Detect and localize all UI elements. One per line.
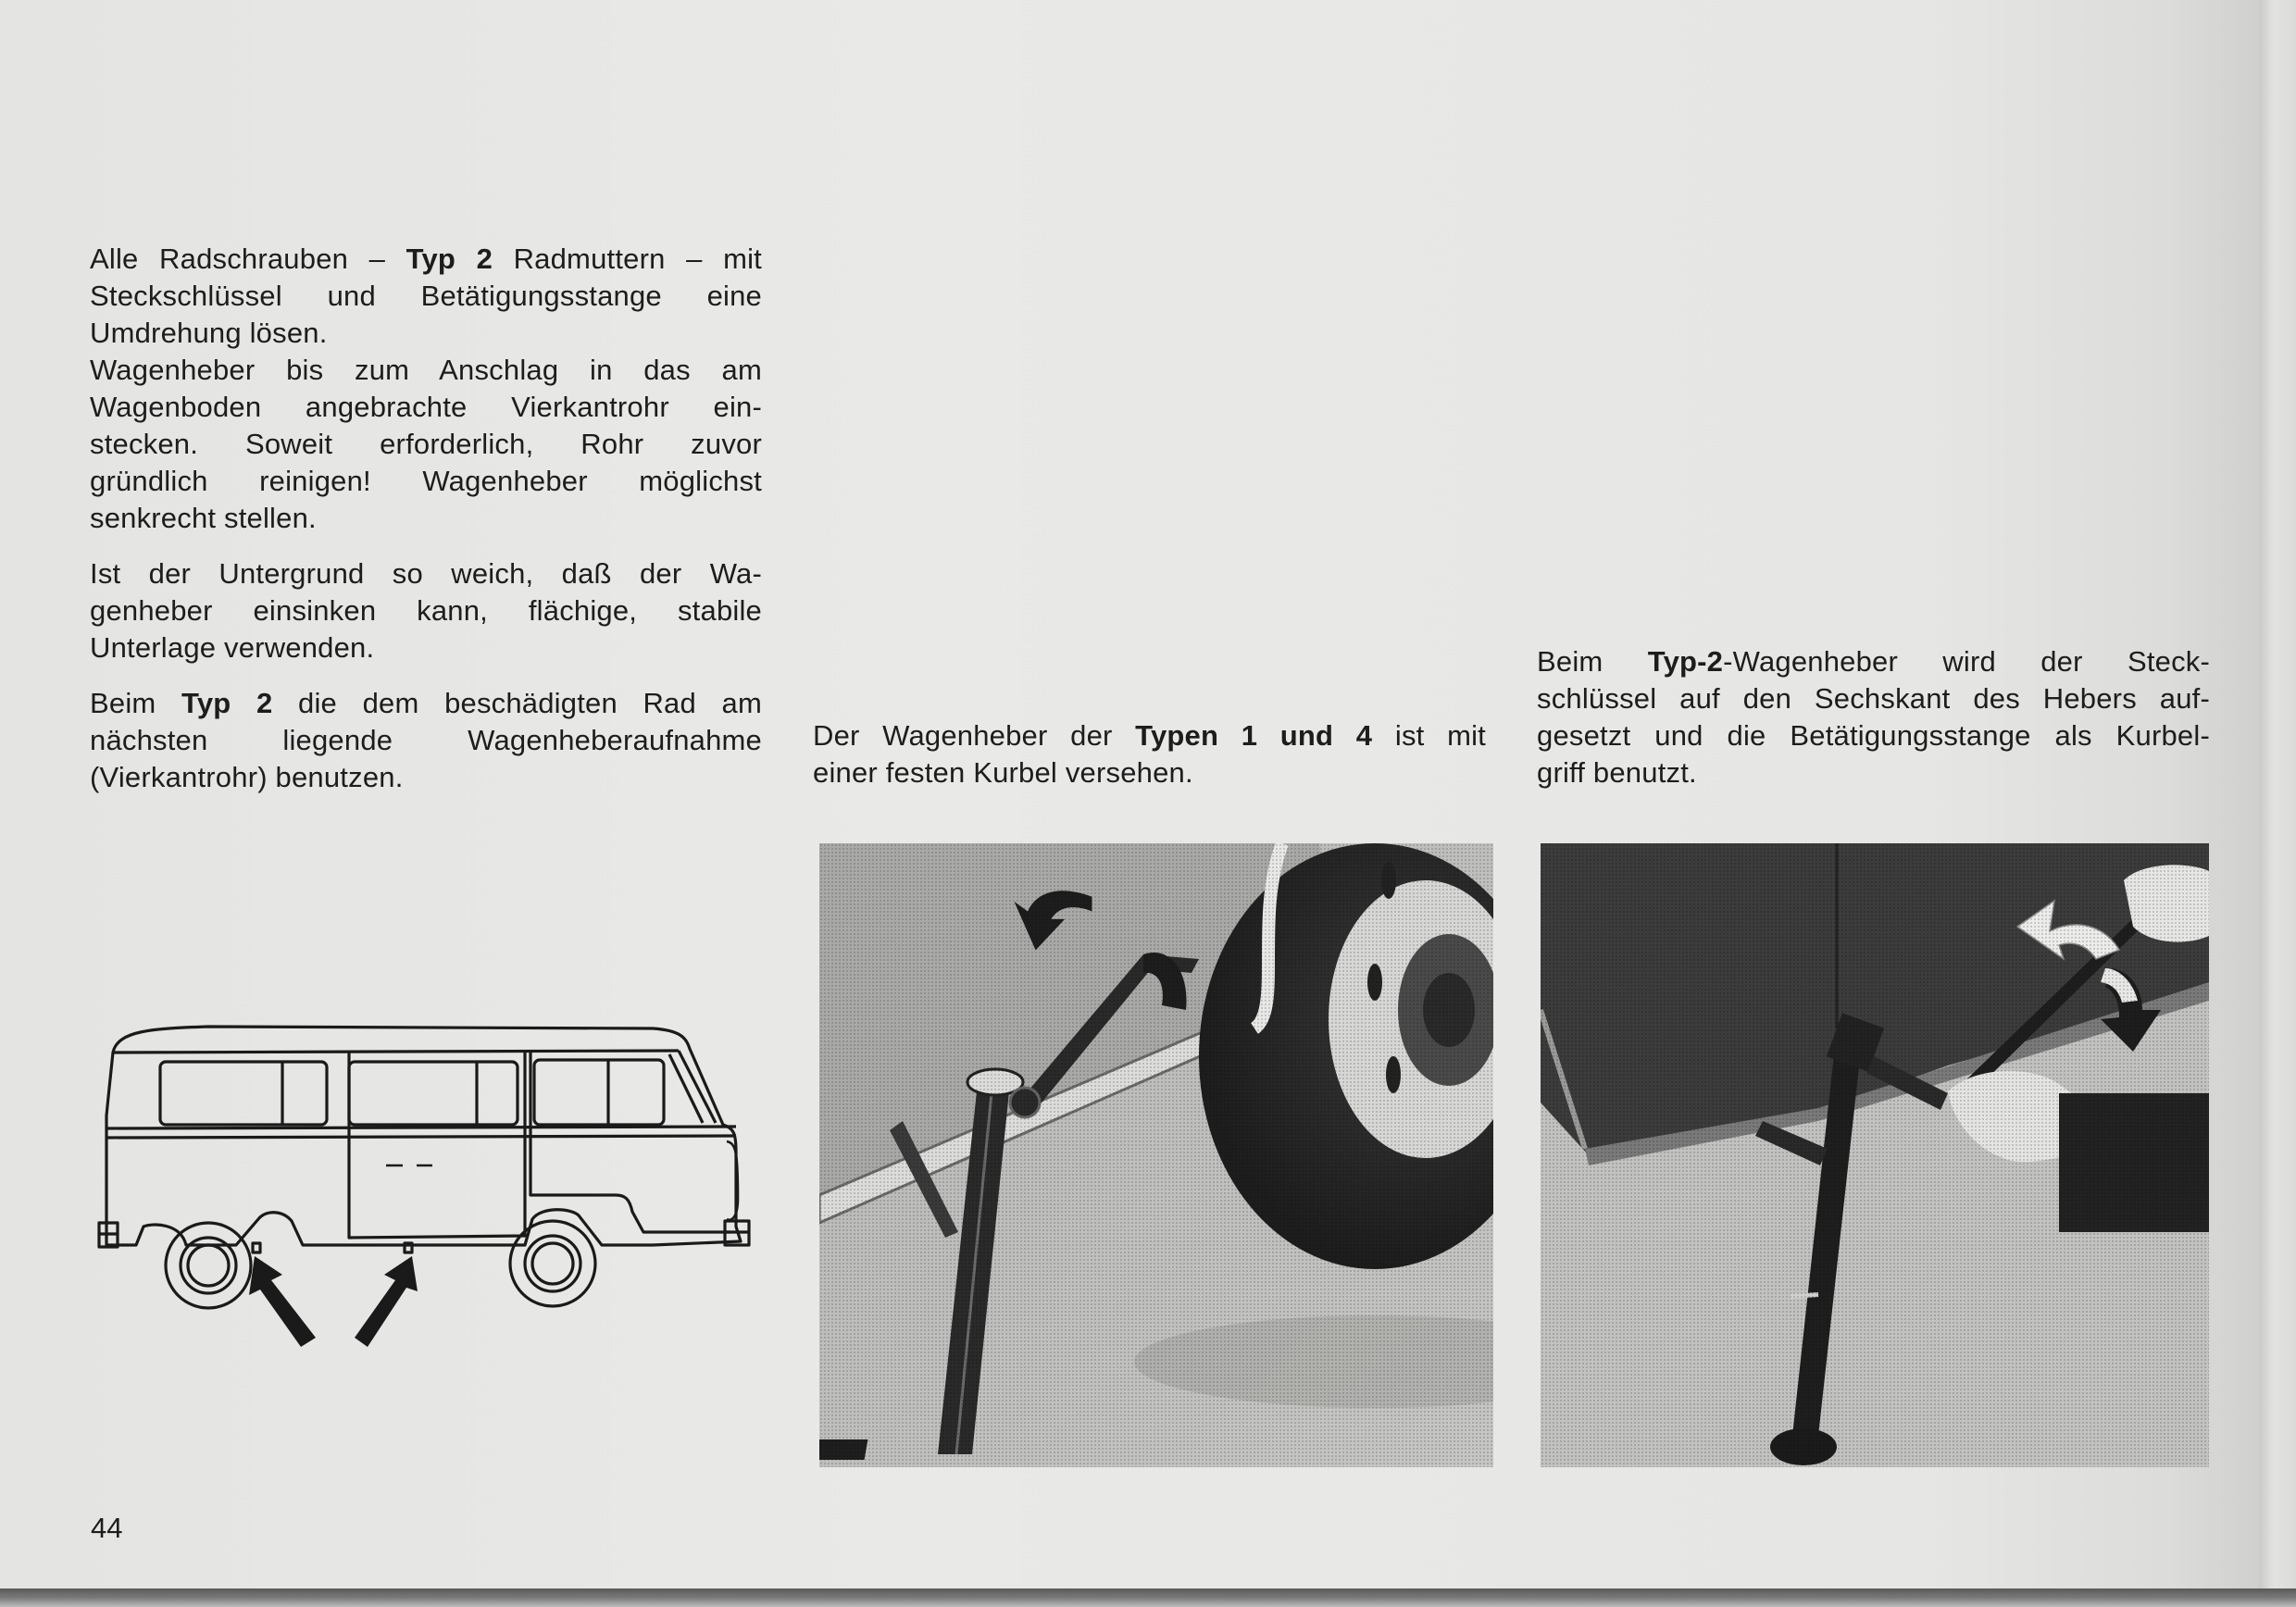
- text-line: [90, 500, 762, 537]
- text-run: Steckschlüssel und Betätigungsstange eine: [90, 280, 762, 312]
- bold-term: Typ 2: [181, 687, 273, 719]
- arrow-front-jack-point: [355, 1256, 418, 1347]
- text-run: Beim: [1537, 645, 1648, 678]
- text-run: Wagenheber bis zum Anschlag in das am: [90, 354, 762, 386]
- text-line: [90, 241, 762, 278]
- text-run: genheber einsinken kann, flächige, stabile: [90, 594, 762, 627]
- text-line: [90, 426, 762, 463]
- text-line: [90, 278, 762, 315]
- text-line: [813, 717, 1486, 754]
- text-line: [90, 555, 762, 592]
- windscreen: [669, 1051, 716, 1123]
- jack-base: [1770, 1428, 1837, 1465]
- text-line: [1537, 643, 2210, 680]
- text-run: gründlich reinigen! Wagenheber möglichst: [90, 465, 762, 497]
- text-run: einer festen Kurbel versehen.: [813, 756, 1193, 789]
- text-line: [90, 352, 762, 389]
- text-run: senkrecht stellen.: [90, 502, 317, 534]
- text-line: [90, 463, 762, 500]
- text-line: [90, 389, 762, 426]
- text-run: Der Wagenheber der: [813, 719, 1136, 752]
- text-run: Beim: [90, 687, 182, 719]
- text-run: -Wagenheber wird der Steck-: [1723, 645, 2210, 678]
- text-run: Wagenboden angebrachte Vierkantrohr ein-: [90, 391, 762, 423]
- text-run: gesetzt und die Betätigungsstange als Kurbel-: [1537, 719, 2210, 752]
- bus-jack-points-diagram: [97, 1014, 773, 1384]
- text-run: nächsten liegende Wagenheberaufnahme: [90, 724, 762, 756]
- text-line: [90, 315, 762, 352]
- text-run: stecken. Soweit erforderlich, Rohr zuvor: [90, 428, 762, 460]
- jack-foot: [819, 1439, 867, 1460]
- text-run: schlüssel auf den Sechskant des Hebers auf-: [1537, 682, 2210, 715]
- window-rear: [160, 1062, 327, 1125]
- arrow-rear-jack-point: [249, 1256, 316, 1347]
- page-bottom-edge: [0, 1588, 2296, 1607]
- sleeve: [2059, 1093, 2209, 1232]
- text-run: griff benutzt.: [1537, 756, 1697, 789]
- text-run: Alle Radschrauben –: [90, 243, 406, 275]
- instruction-paragraph: [90, 352, 762, 537]
- text-line: [90, 722, 762, 759]
- caption-type-2: [1537, 643, 2210, 791]
- text-line: [1537, 680, 2210, 717]
- front-wheel: [510, 1221, 595, 1306]
- instruction-paragraph: [90, 685, 762, 796]
- text-run: Radmuttern – mit: [493, 243, 762, 275]
- text-run: ist mit: [1372, 719, 1486, 752]
- text-run: die dem beschädigten Rad am: [272, 687, 762, 719]
- page-number: 44: [91, 1512, 123, 1544]
- text-line: [1537, 754, 2210, 791]
- photo-jack-types-1-and-4: [819, 843, 1493, 1467]
- text-line: [90, 759, 762, 796]
- sliding-door: [349, 1051, 730, 1238]
- bold-term: Typ 2: [406, 243, 493, 275]
- text-run: Ist der Untergrund so weich, daß der Wa-: [90, 557, 762, 590]
- instruction-paragraph: [90, 555, 762, 666]
- text-line: [90, 685, 762, 722]
- text-run: Unterlage verwenden.: [90, 631, 375, 664]
- text-run: Umdrehung lösen.: [90, 317, 328, 349]
- instruction-paragraph: [90, 241, 762, 352]
- bold-term: Typen 1 und 4: [1135, 719, 1373, 752]
- text-run: (Vierkantrohr) benutzen.: [90, 761, 404, 793]
- book-spine: [2259, 0, 2296, 1588]
- caption-types-1-and-4: [813, 717, 1486, 791]
- bold-term: Typ-2: [1647, 645, 1724, 678]
- text-line: [1537, 717, 2210, 754]
- photo-jack-type-2: [1541, 843, 2209, 1467]
- window-middle: [349, 1062, 518, 1125]
- text-line: [813, 754, 1486, 791]
- rear-wheel: [166, 1223, 251, 1308]
- text-line: [90, 592, 762, 629]
- window-front: [534, 1060, 664, 1125]
- text-line: [90, 629, 762, 666]
